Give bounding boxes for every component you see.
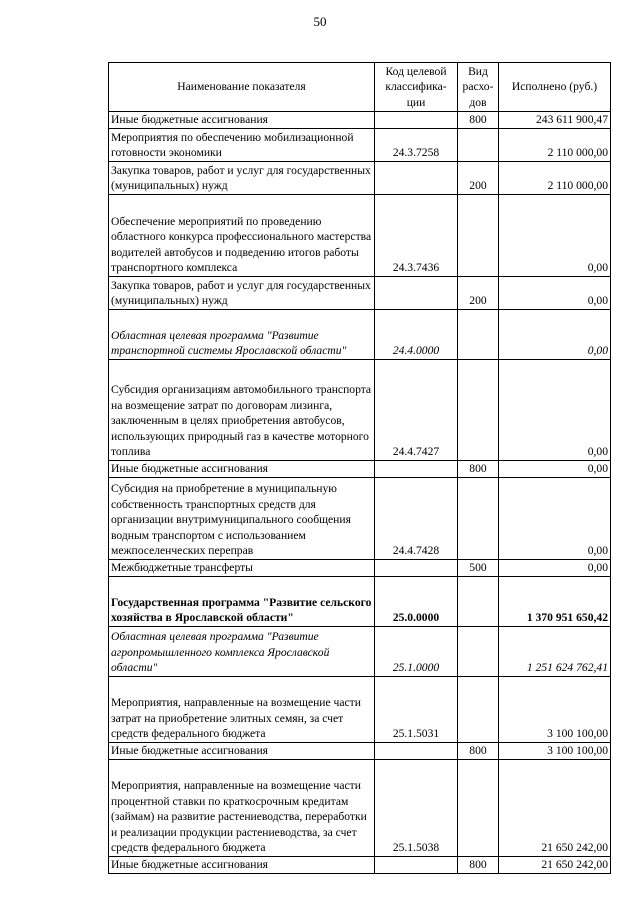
row-name: Областная целевая программа "Развитие агропромышленного комплекса Ярославской области" [109, 627, 375, 677]
row-amount: 0,00 [499, 560, 611, 577]
table-row [109, 360, 611, 461]
header-amount: Исполнено (руб.) [499, 63, 611, 112]
table-row [109, 478, 611, 560]
header-name: Наименование показателя [109, 63, 375, 112]
row-name: Иные бюджетные ассигнования [109, 461, 375, 478]
row-type [458, 478, 499, 560]
row-type: 800 [458, 857, 499, 874]
row-type [458, 677, 499, 743]
page-number: 50 [313, 14, 327, 29]
row-type: 200 [458, 162, 499, 195]
row-type [458, 760, 499, 857]
row-type: 800 [458, 743, 499, 760]
row-code [375, 857, 458, 874]
table-row [109, 577, 611, 627]
table-row [109, 760, 611, 857]
row-type: 800 [458, 461, 499, 478]
header-code: Код целевой классифика-ции [375, 63, 458, 112]
row-amount: 1 370 951 650,42 [499, 577, 611, 627]
row-amount: 243 611 900,47 [499, 112, 611, 129]
row-type [458, 360, 499, 461]
row-amount: 21 650 242,00 [499, 857, 611, 874]
table-row [109, 310, 611, 360]
row-amount: 0,00 [499, 360, 611, 461]
row-amount: 0,00 [499, 310, 611, 360]
row-code: 24.4.7427 [375, 360, 458, 461]
row-code [375, 560, 458, 577]
table-row [109, 560, 611, 577]
row-amount: 2 110 000,00 [499, 162, 611, 195]
row-name: Мероприятия, направленные на возмещение части затрат на приобретение элитных семян, за счет средств федерального бюджета [109, 677, 375, 743]
row-amount: 3 100 100,00 [499, 743, 611, 760]
row-amount: 2 110 000,00 [499, 129, 611, 162]
row-amount: 0,00 [499, 277, 611, 310]
row-type [458, 577, 499, 627]
row-code: 25.1.5038 [375, 760, 458, 857]
expenditure-table [108, 62, 611, 874]
row-code: 25.0.0000 [375, 577, 458, 627]
row-code [375, 112, 458, 129]
table-row [109, 743, 611, 760]
row-code: 24.4.7428 [375, 478, 458, 560]
row-code [375, 743, 458, 760]
row-type [458, 129, 499, 162]
row-amount: 1 251 624 762,41 [499, 627, 611, 677]
row-name: Областная целевая программа "Развитие транспортной системы Ярославской области" [109, 310, 375, 360]
row-code: 25.1.5031 [375, 677, 458, 743]
row-name: Мероприятия, направленные на возмещение части процентной ставки по краткосрочным кредитам (займам) на развитие растениеводства, переработки и реализации продукции растениеводства, за счет средств федерального бюджета [109, 760, 375, 857]
row-amount: 3 100 100,00 [499, 677, 611, 743]
row-type: 500 [458, 560, 499, 577]
row-code [375, 277, 458, 310]
row-code: 24.3.7436 [375, 195, 458, 277]
row-amount: 0,00 [499, 478, 611, 560]
row-name: Межбюджетные трансферты [109, 560, 375, 577]
row-name: Закупка товаров, работ и услуг для государственных (муниципальных) нужд [109, 277, 375, 310]
row-name: Иные бюджетные ассигнования [109, 112, 375, 129]
table-row [109, 627, 611, 677]
row-name: Иные бюджетные ассигнования [109, 743, 375, 760]
row-type [458, 627, 499, 677]
row-name: Иные бюджетные ассигнования [109, 857, 375, 874]
row-name: Закупка товаров, работ и услуг для государственных (муниципальных) нужд [109, 162, 375, 195]
row-name: Государственная программа "Развитие сельского хозяйства в Ярославской области" [109, 577, 375, 627]
table-row [109, 277, 611, 310]
table-row [109, 857, 611, 874]
row-code [375, 162, 458, 195]
table-header-row [109, 63, 611, 112]
row-code: 25.1.0000 [375, 627, 458, 677]
row-type: 200 [458, 277, 499, 310]
row-type [458, 310, 499, 360]
header-type: Вид расхо-дов [458, 63, 499, 112]
table-row [109, 677, 611, 743]
row-amount: 0,00 [499, 461, 611, 478]
row-code [375, 461, 458, 478]
row-amount: 0,00 [499, 195, 611, 277]
table-row [109, 112, 611, 129]
table-row [109, 162, 611, 195]
row-name: Субсидия на приобретение в муниципальную собственность транспортных средств для организации внутримуниципального сообщения водным транспортом с использованием межпоселенческих переправ [109, 478, 375, 560]
table-row [109, 461, 611, 478]
row-code: 24.3.7258 [375, 129, 458, 162]
row-amount: 21 650 242,00 [499, 760, 611, 857]
table-row [109, 129, 611, 162]
row-type [458, 195, 499, 277]
row-code: 24.4.0000 [375, 310, 458, 360]
row-name: Субсидия организациям автомобильного транспорта на возмещение затрат по договорам лизинга, заключенным в целях приобретения автобусов, использующих природный газ в качестве моторного топлива [109, 360, 375, 461]
row-name: Обеспечение мероприятий по проведению областного конкурса профессионального мастерства водителей автобусов и подведению итогов работы транспортного комплекса [109, 195, 375, 277]
row-type: 800 [458, 112, 499, 129]
table-row [109, 195, 611, 277]
row-name: Мероприятия по обеспечению мобилизационной готовности экономики [109, 129, 375, 162]
